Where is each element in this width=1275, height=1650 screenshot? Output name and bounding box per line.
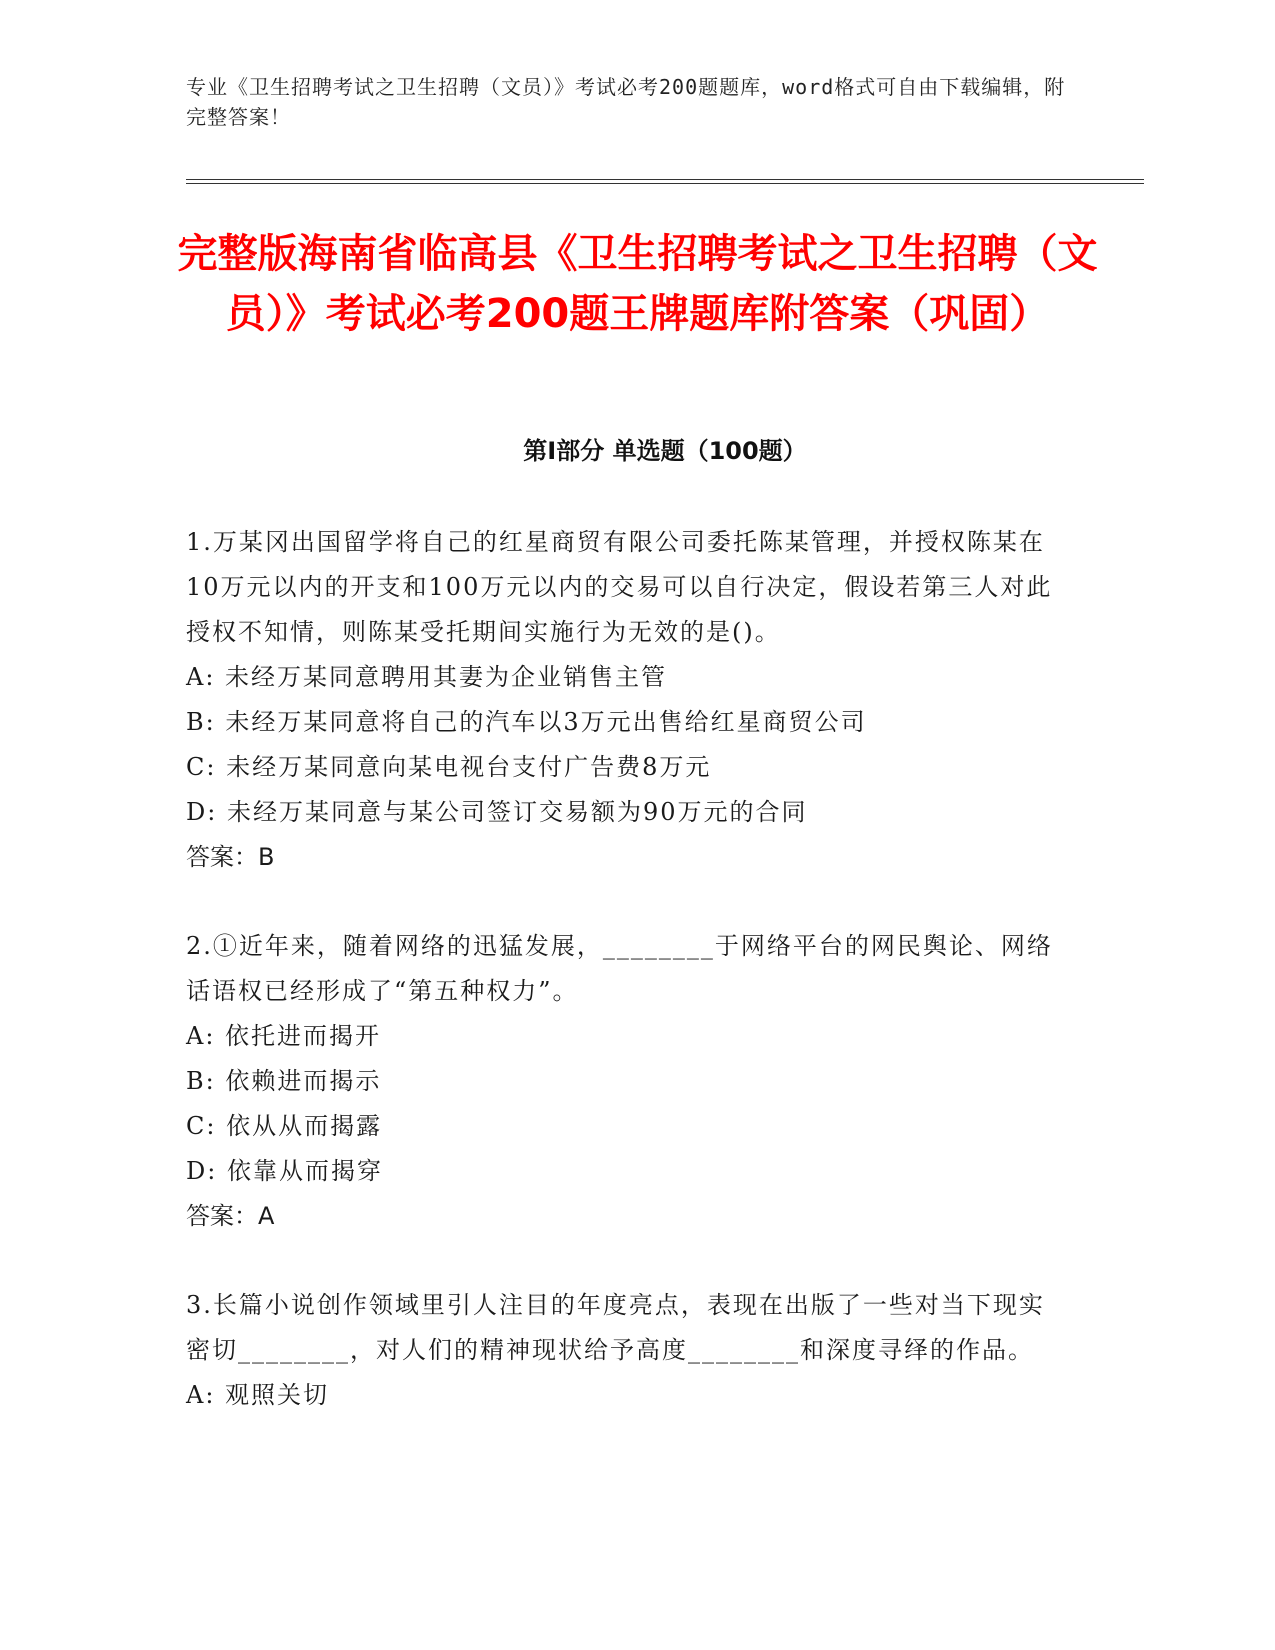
document-title: 完整版海南省临高县《卫生招聘考试之卫生招聘（文员）》考试必考200题王牌题库附答案（巩固） <box>177 231 1098 337</box>
section-title: 第Ⅰ部分 单选题（100题） <box>523 437 807 465</box>
question-3 <box>186 1283 1066 1418</box>
option-list <box>186 1373 1066 1418</box>
header-note: 专业《卫生招聘考试之卫生招聘（文员）》考试必考200题题库，word格式可自由下载编辑，附完整答案！ <box>186 75 1066 129</box>
question-stem: 3.长篇小说创作领域里引人注目的年度亮点，表现在出版了一些对当下现实密切________，对人们的精神现状给予高度________和深度寻绎的作品。 <box>186 1291 1045 1364</box>
option-c: C: 未经万某同意向某电视台支付广告费8万元 <box>186 753 712 781</box>
option-c: C: 依从从而揭露 <box>186 1112 383 1140</box>
question-list <box>186 520 1066 1462</box>
answer-line: 答案：B <box>186 843 275 871</box>
option-list <box>186 655 1066 835</box>
option-b: B: 未经万某同意将自己的汽车以3万元出售给红星商贸公司 <box>186 708 867 736</box>
question-1 <box>186 520 1066 880</box>
option-b: B: 依赖进而揭示 <box>186 1067 382 1095</box>
option-list <box>186 1014 1066 1194</box>
option-d: D: 依靠从而揭穿 <box>186 1157 383 1185</box>
option-d: D: 未经万某同意与某公司签订交易额为90万元的合同 <box>186 798 808 826</box>
header-divider-bottom <box>186 183 1144 184</box>
question-stem: 1.万某冈出国留学将自己的红星商贸有限公司委托陈某管理，并授权陈某在10万元以内的开支和100万元以内的交易可以自行决定，假设若第三人对此授权不知情，则陈某受托期间实施行为无效的是()。 <box>186 528 1053 646</box>
question-stem: 2.①近年来，随着网络的迅猛发展，________于网络平台的网民舆论、网络话语权已经形成了“第五种权力”。 <box>186 932 1053 1005</box>
option-a: A: 未经万某同意聘用其妻为企业销售主管 <box>186 663 668 691</box>
option-a: A: 依托进而揭开 <box>186 1022 382 1050</box>
answer-line: 答案：A <box>186 1202 275 1230</box>
header-divider-top <box>186 179 1144 180</box>
question-2 <box>186 924 1066 1239</box>
option-a: A: 观照关切 <box>186 1381 330 1409</box>
